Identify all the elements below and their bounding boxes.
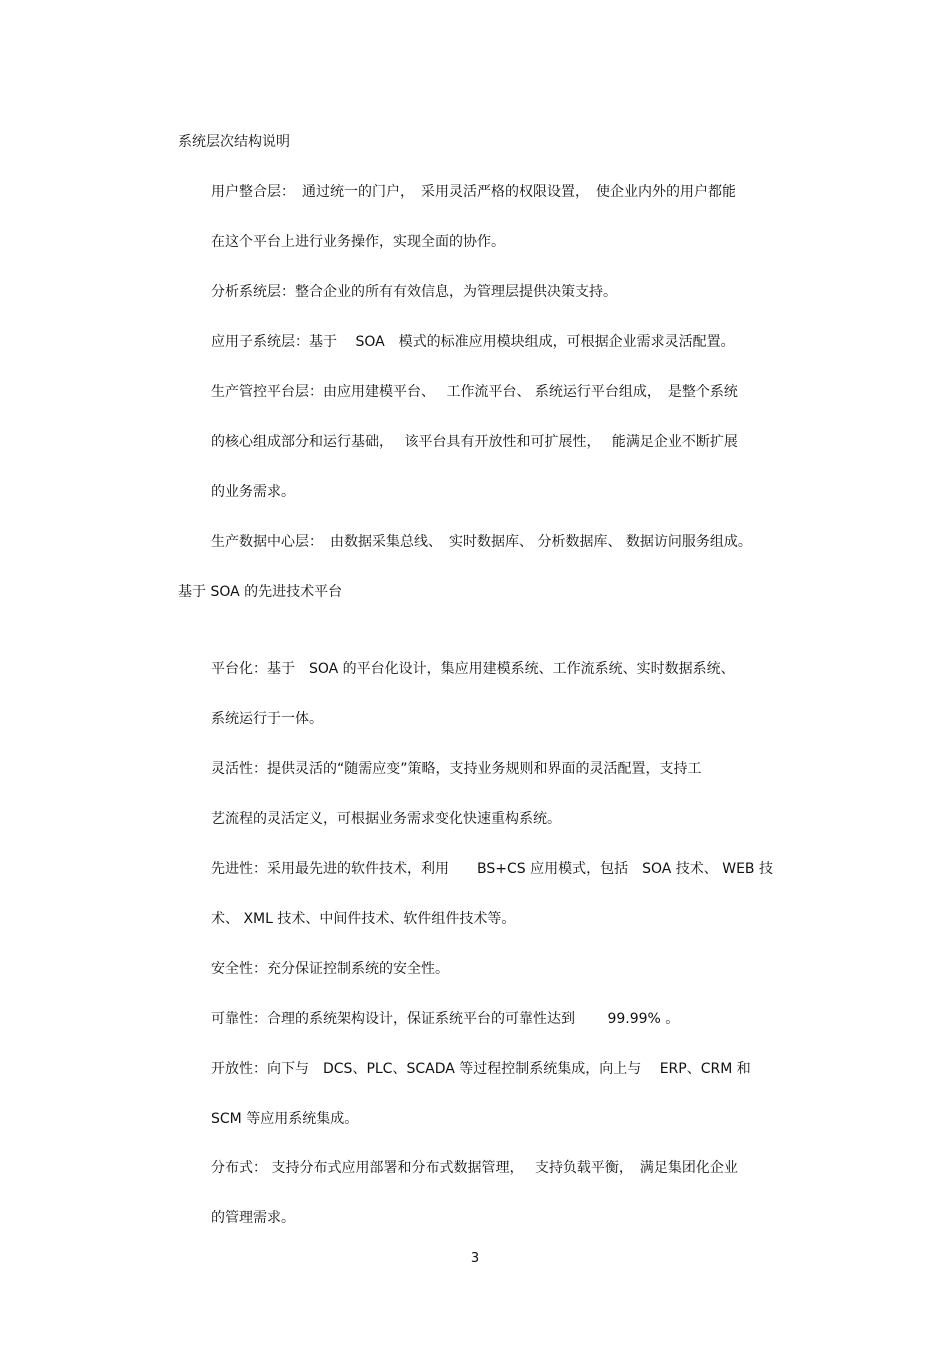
paragraph-line: 分布式： 支持分布式应用部署和分布式数据管理， 支持负载平衡， 满足集团化企业: [211, 1160, 738, 1176]
paragraph-line: 术、 XML 技术、中间件技术、软件组件技术等。: [211, 911, 516, 927]
paragraph-line: 艺流程的灵活定义，可根据业务需求变化快速重构系统。: [211, 811, 561, 827]
paragraph-line: 的核心组成部分和运行基础， 该平台具有开放性和可扩展性， 能满足企业不断扩展: [211, 434, 738, 450]
paragraph-line: 生产数据中心层： 由数据采集总线、 实时数据库、 分析数据库、 数据访问服务组成。: [211, 534, 752, 550]
page-number: 3: [470, 1251, 480, 1266]
paragraph-line: 灵活性：提供灵活的“随需应变”策略，支持业务规则和界面的灵活配置，支持工: [211, 761, 702, 777]
paragraph-line: 安全性：充分保证控制系统的安全性。: [211, 961, 449, 977]
paragraph-line: SCM 等应用系统集成。: [211, 1111, 359, 1127]
paragraph-line: 在这个平台上进行业务操作，实现全面的协作。: [211, 234, 505, 250]
paragraph-line: 系统运行于一体。: [211, 711, 323, 727]
paragraph-line: 生产管控平台层：由应用建模平台、 工作流平台、 系统运行平台组成， 是整个系统: [211, 384, 738, 400]
paragraph-line: 应用子系统层：基于 SOA 模式的标准应用模块组成，可根据企业需求灵活配置。: [211, 334, 735, 350]
paragraph-line: 先进性：采用最先进的软件技术，利用 BS+CS 应用模式，包括 SOA 技术、 WEB 技: [211, 861, 773, 877]
paragraph-line: 分析系统层：整合企业的所有有效信息，为管理层提供决策支持。: [211, 284, 617, 300]
paragraph-line: 平台化：基于 SOA 的平台化设计，集应用建模系统、工作流系统、实时数据系统、: [211, 661, 735, 677]
section-heading-system-layers: 系统层次结构说明: [178, 134, 290, 150]
paragraph-line: 开放性：向下与 DCS、PLC、SCADA 等过程控制系统集成，向上与 ERP、CRM 和: [211, 1061, 751, 1077]
paragraph-line: 用户整合层： 通过统一的门户， 采用灵活严格的权限设置， 使企业内外的用户都能: [211, 184, 736, 200]
paragraph-line: 的业务需求。: [211, 484, 295, 500]
paragraph-line: 可靠性：合理的系统架构设计，保证系统平台的可靠性达到 99.99% 。: [211, 1011, 680, 1027]
section-heading-soa-platform: 基于 SOA 的先进技术平台: [178, 584, 343, 600]
paragraph-line: 的管理需求。: [211, 1210, 295, 1226]
